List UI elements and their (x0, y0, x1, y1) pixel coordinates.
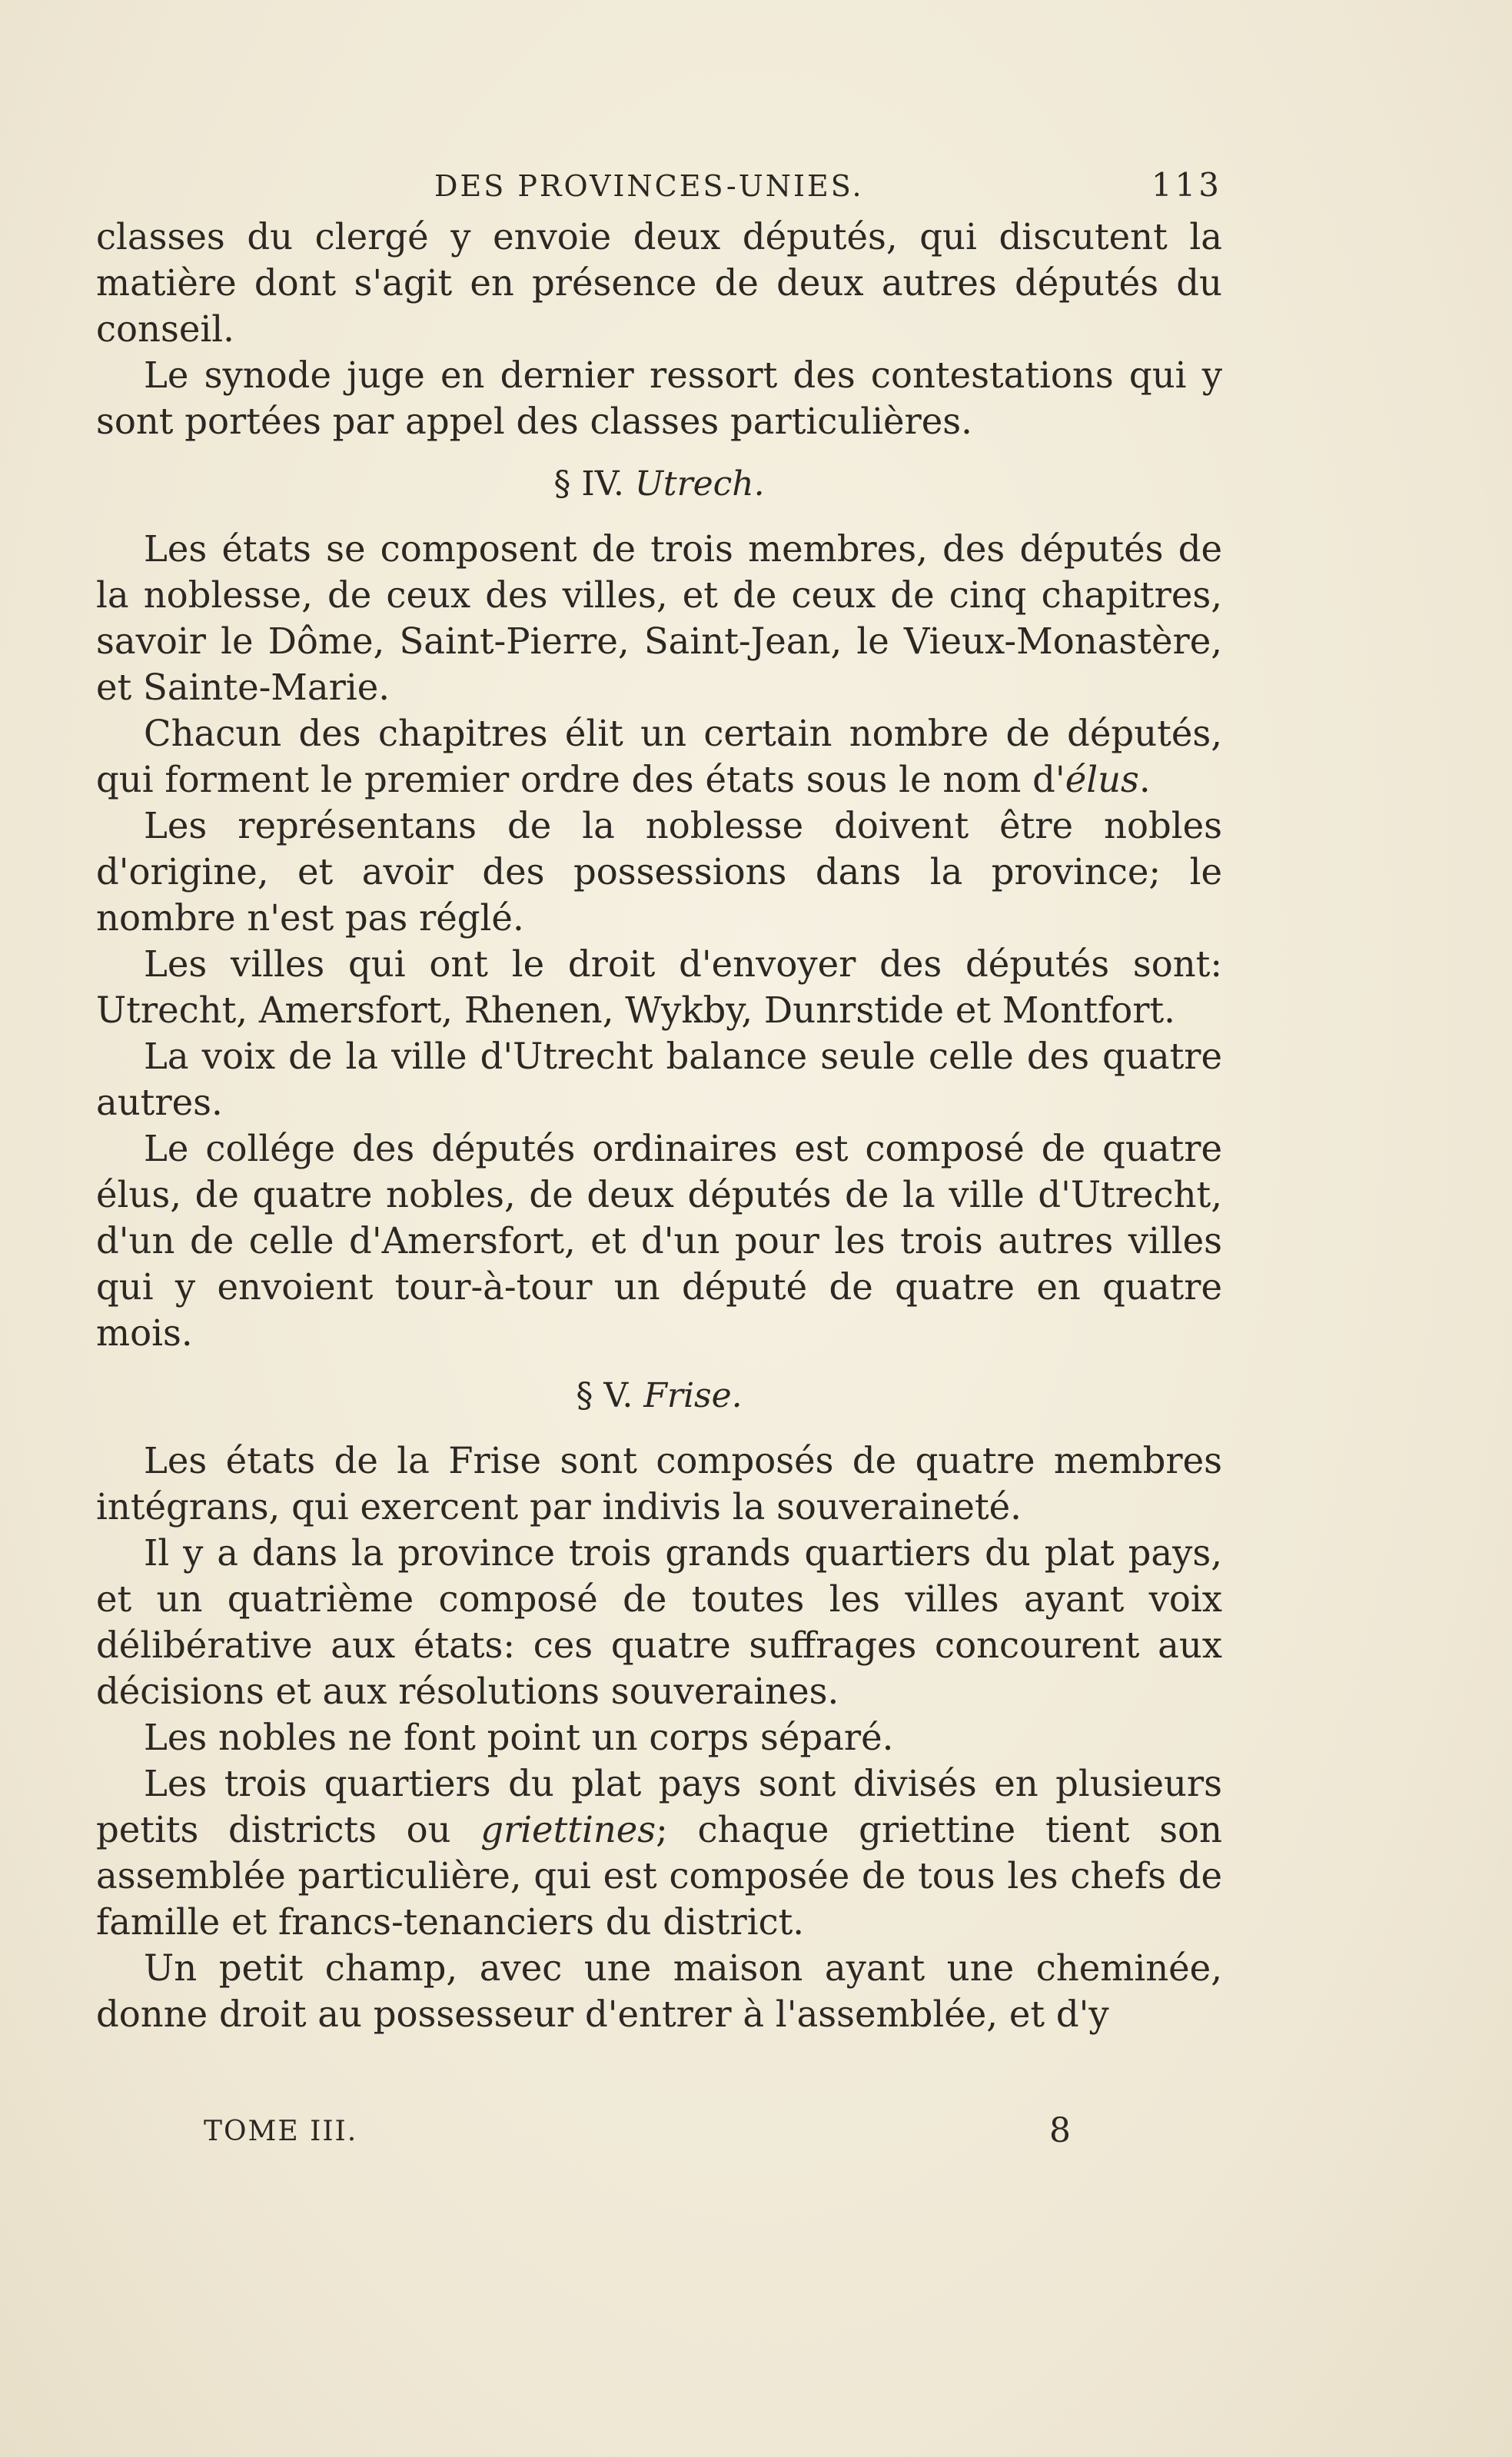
section-name: Frise. (643, 1376, 743, 1415)
paragraph: Les nobles ne font point un corps séparé. (144, 1717, 894, 1758)
paragraph (96, 710, 1222, 803)
italic-term: griettines (480, 1809, 656, 1850)
paragraph: La voix de la ville d'Utrecht balance seule celle des quatre autres. (96, 1036, 1222, 1123)
body-text (96, 214, 1222, 2037)
paragraph: Les représentans de la noblesse doivent être nobles d'origine, et avoir des possessions dans la province; le nombre n'est pas réglé. (96, 805, 1222, 939)
section-mark: § V. (576, 1376, 633, 1415)
signature-mark: 8 (1049, 2111, 1071, 2150)
paragraph-text: . (1138, 759, 1151, 800)
section-heading-frise (96, 1373, 1222, 1419)
italic-term: élus (1065, 759, 1139, 800)
section-heading-utrecht (96, 461, 1222, 507)
paragraph: Les villes qui ont le droit d'envoyer des députés sont: Utrecht, Amersfort, Rhenen, Wykby, Dunrstide et Montfort. (96, 943, 1222, 1031)
paragraph-text: Les trois quartiers du plat pays sont divisés en plusieurs petits districts ou (96, 1763, 1222, 1850)
paragraph: Le collége des députés ordinaires est composé de quatre élus, de quatre nobles, de deux députés de la ville d'Utrecht, d'un de celle d'Amersfort, et d'un pour les trois autres villes qui y envoient tour-à-tour un député de quatre en quatre mois. (96, 1128, 1222, 1354)
running-title: DES PROVINCES-UNIES. (434, 169, 864, 203)
paragraph: Les états de la Frise sont composés de quatre membres intégrans, qui exercent par indivis la souveraineté. (96, 1440, 1222, 1528)
paragraph: Il y a dans la province trois grands quartiers du plat pays, et un quatrième composé de toutes les villes ayant voix délibérative aux états: ces quatre suffrages concourent aux décisions et aux résolutions souveraines. (96, 1532, 1222, 1712)
running-head (96, 161, 1222, 215)
paragraph-text: ; chaque griettine tient son assemblée particulière, qui est composée de tous les chefs de famille et francs-tenanciers du district. (96, 1809, 1222, 1943)
section-name: Utrech. (634, 464, 765, 504)
volume-label: TOME III. (204, 2116, 358, 2147)
paragraph (96, 1760, 1222, 1945)
paragraph: Un petit champ, avec une maison ayant une cheminée, donne droit au possesseur d'entrer à l'assemblée, et d'y (96, 1947, 1222, 2035)
page-footer (96, 2111, 1222, 2162)
section-mark: § IV. (553, 464, 624, 504)
paragraph: Le synode juge en dernier ressort des contestations qui y sont portées par appel des classes particulières. (96, 354, 1222, 442)
page-number: 113 (1151, 166, 1222, 204)
paragraph: Les états se composent de trois membres, des députés de la noblesse, de ceux des villes, et de ceux de cinq chapitres, savoir le Dôme, Saint-Pierre, Saint-Jean, le Vieux-Monastère, et Sainte-Marie. (96, 528, 1222, 708)
paragraph: classes du clergé y envoie deux députés, qui discutent la matière dont s'agit en présence de deux autres députés du conseil. (96, 216, 1222, 350)
paragraph-text: Chacun des chapitres élit un certain nombre de députés, qui forment le premier ordre des états sous le nom d' (96, 713, 1222, 800)
